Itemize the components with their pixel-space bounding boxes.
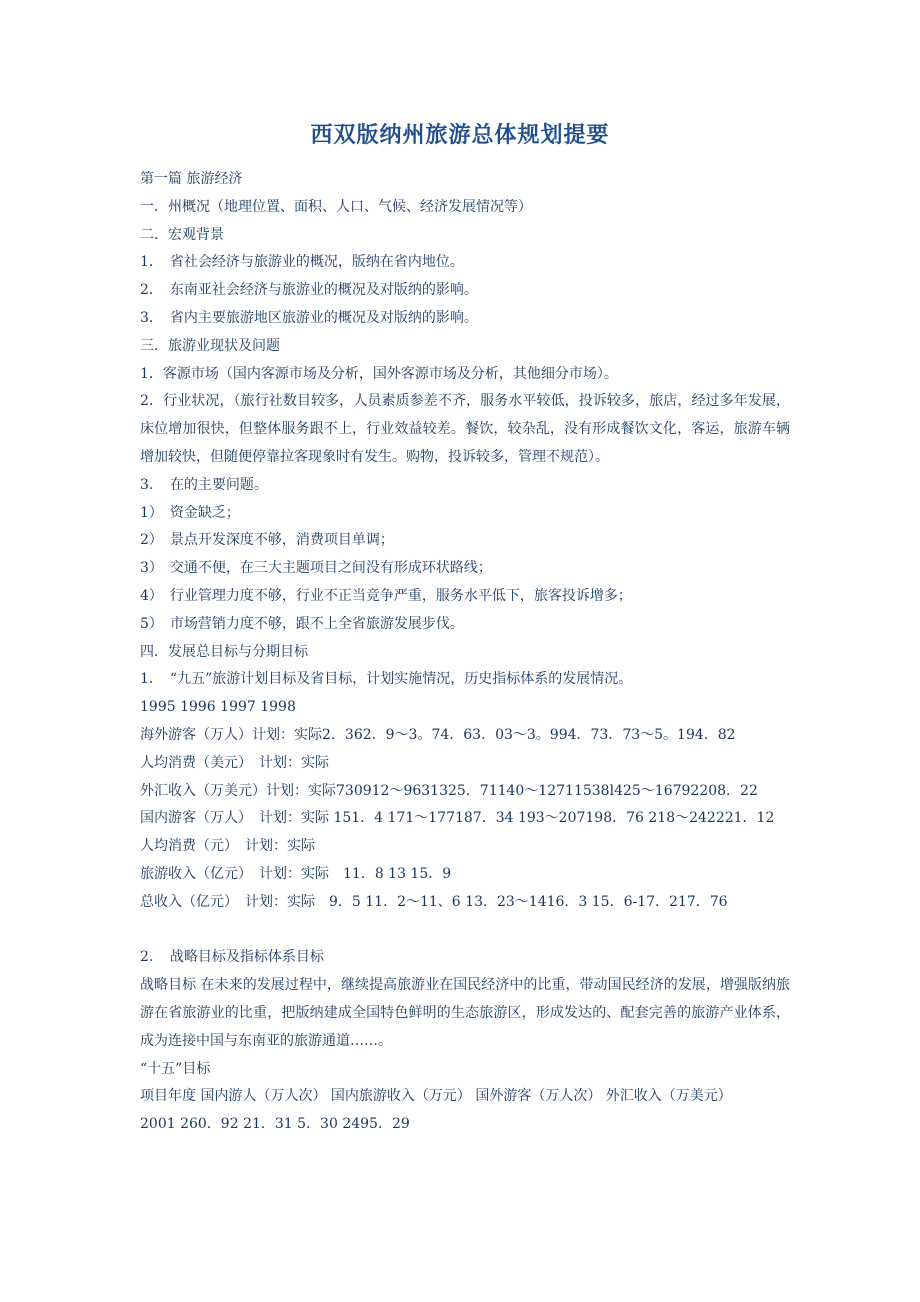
- list-item: 1．客源市场（国内客源市场及分析，国外客源市场及分析，其他细分市场）。: [140, 365, 618, 382]
- section-heading: 二．宏观背景: [140, 226, 224, 243]
- blank-line: [140, 917, 790, 945]
- list-item: 1． “九五”旅游计划目标及省目标，计划实施情况，历史指标体系的发展情况。: [140, 671, 633, 688]
- data-row: 人均消费（美元） 计划：实际: [140, 754, 329, 771]
- list-item: 2． 东南亚社会经济与旅游业的概况及对版纳的影响。: [140, 282, 478, 299]
- list-item: 3． 在的主要问题。: [140, 476, 268, 493]
- data-row: 1995 1996 1997 1998: [140, 699, 296, 716]
- data-row: 国内游客（万人） 计划：实际 151．4 171～177187．34 193～207198．76 218～242221．12: [140, 810, 775, 827]
- list-item: 4） 行业管理力度不够，行业不正当竞争严重，服务水平低下，旅客投诉增多；: [140, 587, 632, 604]
- paragraph: 战略目标 在未来的发展过程中，继续提高旅游业在国民经济中的比重，带动国民经济的发展，增强版纳旅游在省旅游业的比重，把版纳建成全国特色鲜明的生态旅游区，形成发达的、配套完善的旅游产业体系，成为连接中国与东南亚的旅游通道……。: [140, 977, 790, 1049]
- list-item: 1． 省社会经济与旅游业的概况，版纳在省内地位。: [140, 254, 464, 271]
- section-heading: 三．旅游业现状及问题: [140, 337, 280, 354]
- data-row: 海外游客（万人）计划：实际2．362．9～3。74．63．03～3。994．73．73～5。194．82: [140, 726, 736, 743]
- data-row: 外汇收入（万美元）计划：实际730912～9631325．71140～12711538l425～16792208．22: [140, 782, 758, 799]
- subheading: “十五”目标: [140, 1060, 211, 1077]
- list-item: 3． 省内主要旅游地区旅游业的概况及对版纳的影响。: [140, 309, 478, 326]
- document-title: 西双版纳州旅游总体规划提要: [310, 122, 610, 148]
- document-body: [140, 166, 790, 1139]
- list-item: 2． 战略目标及指标体系目标: [140, 949, 324, 966]
- part-heading: 第一篇 旅游经济: [140, 171, 243, 187]
- data-row: 旅游收入（亿元） 计划：实际 11．8 13 15．9: [140, 865, 452, 882]
- list-item: 3） 交通不便，在三大主题项目之间没有形成环状路线；: [140, 560, 492, 577]
- table-header-row: 项目年度 国内游人（万人次） 国内旅游收入（万元） 国外游客（万人次） 外汇收入（万美元）: [140, 1088, 732, 1105]
- paragraph: 2．行业状况，（旅行社数目较多，人员素质参差不齐，服务水平较低，投诉较多，旅店，经过多年发展，床位增加很快，但整体服务跟不上，行业效益较差。餐饮，较杂乱，没有形成餐饮文化，客运，旅游车辆增加较快，但随便停靠拉客现象时有发生。购物，投诉较多，管理不规范）。: [140, 393, 790, 465]
- list-item: 5） 市场营销力度不够，跟不上全省旅游发展步伐。: [140, 615, 464, 632]
- data-row: 2001 260．92 21．31 5．30 2495．29: [140, 1116, 410, 1133]
- section-heading: 四．发展总目标与分期目标: [140, 643, 308, 660]
- list-item: 2） 景点开发深度不够，消费项目单调；: [140, 532, 394, 549]
- list-item: 1） 资金缺乏；: [140, 504, 240, 521]
- section-heading: 一．州概况（地理位置、面积、人口、气候、经济发展情况等）: [140, 198, 532, 215]
- data-row: 人均消费（元） 计划：实际: [140, 838, 315, 855]
- data-row: 总收入（亿元） 计划：实际 9．5 11．2～11、6 13．23～1416．3 15．6-17．217．76: [140, 893, 728, 910]
